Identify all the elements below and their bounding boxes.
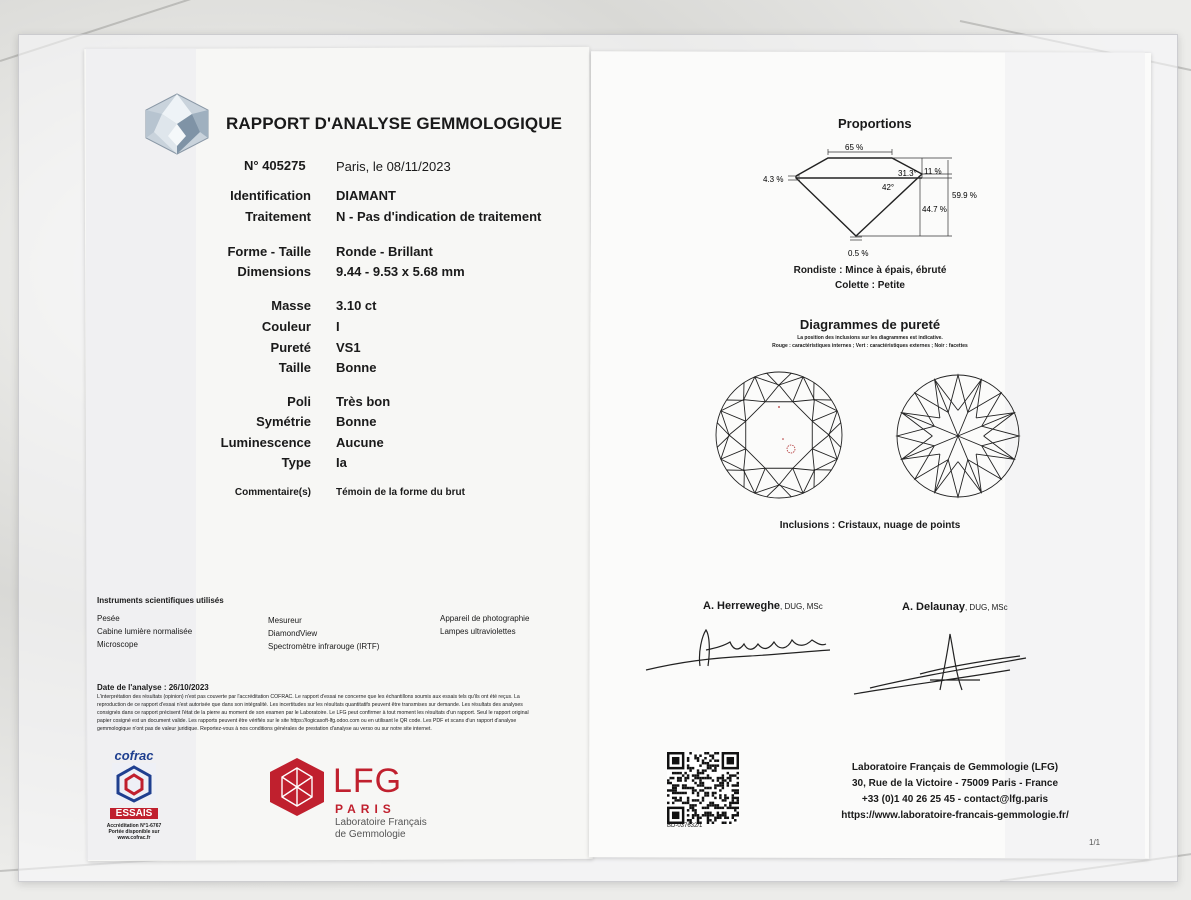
inclusion-mark xyxy=(787,445,795,453)
inclusion-mark xyxy=(778,406,780,408)
cofrac-essais: ESSAIS xyxy=(110,808,158,819)
table-pct-label: 65 % xyxy=(845,143,864,152)
instrument-item: DiamondView xyxy=(268,629,318,638)
instruments-col3 xyxy=(440,612,529,638)
pavilion-depth-label: 44.7 % xyxy=(922,205,947,214)
signatory-title: , DUG, MSc xyxy=(964,603,1008,612)
disclaimer-line: reproduction de ce rapport d'essai n'est autorisée que dans son intégralité. Les incertitudes sur les résultats quantitatifs peuvent être transmises sur demande. Les résultats des analyses xyxy=(97,702,523,708)
field-value: I xyxy=(336,319,340,334)
sleeve-strip-right xyxy=(1005,52,1145,858)
lfg-hexagon-logo-icon xyxy=(268,756,326,818)
instrument-item: Pesée xyxy=(97,614,120,623)
instrument-item: Lampes ultraviolettes xyxy=(440,627,516,636)
field-label: Poli xyxy=(287,394,311,409)
field-label: Type xyxy=(281,455,311,470)
lab-block xyxy=(790,760,1120,824)
field-value: Très bon xyxy=(336,394,391,409)
crown-angle-label: 31.3° xyxy=(898,169,917,178)
disclaimer-line: gemmologique n'ont pas de valeur juridique. Reportez-vous à nos conditions générales de prestation d'analyse au verso ou sur notre site internet. xyxy=(97,726,432,732)
crown-view-diagram xyxy=(712,368,846,502)
report-place-date: Paris, le 08/11/2023 xyxy=(336,159,451,174)
signatory-1 xyxy=(703,600,823,612)
proportions-diagram xyxy=(760,138,990,262)
clarity-note2: Rouge : caractéristiques internes ; Vert : caractéristiques externes ; Noir : facettes xyxy=(772,343,968,349)
field-label: Forme - Taille xyxy=(227,244,311,259)
clarity-note1: La position des inclusions sur les diagrammes est indicative. xyxy=(797,335,943,341)
cofrac-brand: cofrac xyxy=(114,748,154,763)
signature-delaunay xyxy=(850,630,1030,700)
lab-address: 30, Rue de la Victoire - 75009 Paris - France xyxy=(851,778,1059,789)
field-value: 3.10 ct xyxy=(336,298,377,313)
inclusions-text: Inclusions : Cristaux, nuage de points xyxy=(779,520,961,531)
culet-pct-label: 0.5 % xyxy=(848,249,869,258)
cofrac-site: www.cofrac.fr xyxy=(117,835,151,841)
total-depth-label: 59.9 % xyxy=(952,191,977,200)
field-label: Identification xyxy=(230,188,311,203)
lab-name: Laboratoire Français de Gemmologie (LFG) xyxy=(851,762,1059,773)
field-value: Aucune xyxy=(336,435,384,450)
signature-herreweghe xyxy=(640,622,840,678)
field-label: Taille xyxy=(278,360,311,375)
signatory-name: A. Delaunay xyxy=(902,601,965,613)
report-title: RAPPORT D'ANALYSE GEMMOLOGIQUE xyxy=(226,114,563,133)
pavilion-view-diagram xyxy=(894,372,1022,500)
pavilion-angle-label: 42° xyxy=(882,183,895,192)
girdle-desc: Rondiste : Mince à épais, ébruté xyxy=(793,265,947,276)
page-number: 1/1 xyxy=(1089,838,1101,847)
field-value: Ronde - Brillant xyxy=(336,244,433,259)
qr-code-icon[interactable] xyxy=(667,752,739,824)
proportions-title: Proportions xyxy=(838,116,912,131)
field-label: Masse xyxy=(271,298,311,313)
instrument-item: Spectromètre infrarouge (IRTF) xyxy=(268,642,380,651)
field-label: Luminescence xyxy=(220,435,311,450)
inclusion-mark xyxy=(782,438,784,440)
lfg-line2: de Gemmologie xyxy=(335,829,406,840)
instrument-item: Cabine lumière normalisée xyxy=(97,627,193,636)
field-value: Bonne xyxy=(336,414,377,429)
culet-desc: Colette : Petite xyxy=(834,280,905,291)
field-value: Ia xyxy=(336,455,347,470)
instruments-title: Instruments scientifiques utilisés xyxy=(97,596,224,605)
field-label: Pureté xyxy=(270,340,311,355)
field-label: Traitement xyxy=(245,209,311,224)
instrument-item: Appareil de photographie xyxy=(440,614,530,623)
cofrac-portee: Portée disponible sur xyxy=(108,829,160,835)
instrument-item: Microscope xyxy=(97,640,138,649)
disclaimer-line: L'interprétation des résultats (opinion) n'est pas couverte par l'accréditation COFRAC. Le rapport d'essai ne concerne que les échantillons soumis aux essais tels qu'ils ont été reçus. La xyxy=(97,694,520,700)
comment-label: Commentaire(s) xyxy=(234,487,311,498)
disclaimer xyxy=(97,693,577,733)
diamond-logo-icon xyxy=(142,92,212,156)
field-label: Couleur xyxy=(261,319,311,334)
sleeve-strip-left xyxy=(86,48,196,860)
field-value: Bonne xyxy=(336,360,377,375)
field-value: DIAMANT xyxy=(336,188,396,203)
crown-height-label: 11 % xyxy=(924,167,942,176)
analysis-date: Date de l'analyse : 26/10/2023 xyxy=(97,683,209,692)
signatory-2 xyxy=(902,601,1008,613)
field-value: VS1 xyxy=(336,340,361,355)
lfg-line1: Laboratoire Français xyxy=(335,817,427,828)
cofrac-accreditation: Accréditation N°1-6767 xyxy=(106,823,162,829)
girdle-pct-label: 4.3 % xyxy=(763,175,784,184)
instruments-col2 xyxy=(268,614,379,653)
comment-value: Témoin de la forme du brut xyxy=(336,487,465,498)
lab-website[interactable]: https://www.laboratoire-francais-gemmologie.fr/ xyxy=(841,810,1069,821)
lfg-city: PARIS xyxy=(335,802,396,816)
cofrac-hexagon-icon xyxy=(112,763,156,803)
report-number: N° 405275 xyxy=(244,158,306,173)
disclaimer-line: consignés dans ce rapport précisent l'état de la pierre au moment de son examen par le Laboratoire. Le LFG peut confirmer à tout moment les résultats d'un rapport. Seul le rapport original xyxy=(97,710,529,716)
field-value: N - Pas d'indication de traitement xyxy=(336,209,542,224)
field-label: Dimensions xyxy=(237,264,311,279)
qr-code-label: BD-037632/1 xyxy=(667,823,703,829)
field-value: 9.44 - 9.53 x 5.68 mm xyxy=(336,264,465,279)
field-label: Symétrie xyxy=(256,414,311,429)
instrument-item: Mesureur xyxy=(268,616,302,625)
clarity-title: Diagrammes de pureté xyxy=(799,317,941,332)
lab-contact[interactable]: +33 (0)1 40 26 25 45 - contact@lfg.paris xyxy=(861,794,1049,805)
signatory-title: , DUG, MSc xyxy=(780,602,823,611)
instruments-col1 xyxy=(97,612,192,651)
cofrac-logo xyxy=(106,748,162,841)
disclaimer-line: papier cosigné est un document valide. Les rapports peuvent être vérifiés sur le site https://logicasoft-lfg.odoo.com ou en utilisant le QR code. Les PDF et scans d'un rapport d'analyse xyxy=(97,718,517,724)
lfg-letters: LFG xyxy=(333,762,403,800)
signatory-name: A. Herreweghe xyxy=(703,600,781,612)
